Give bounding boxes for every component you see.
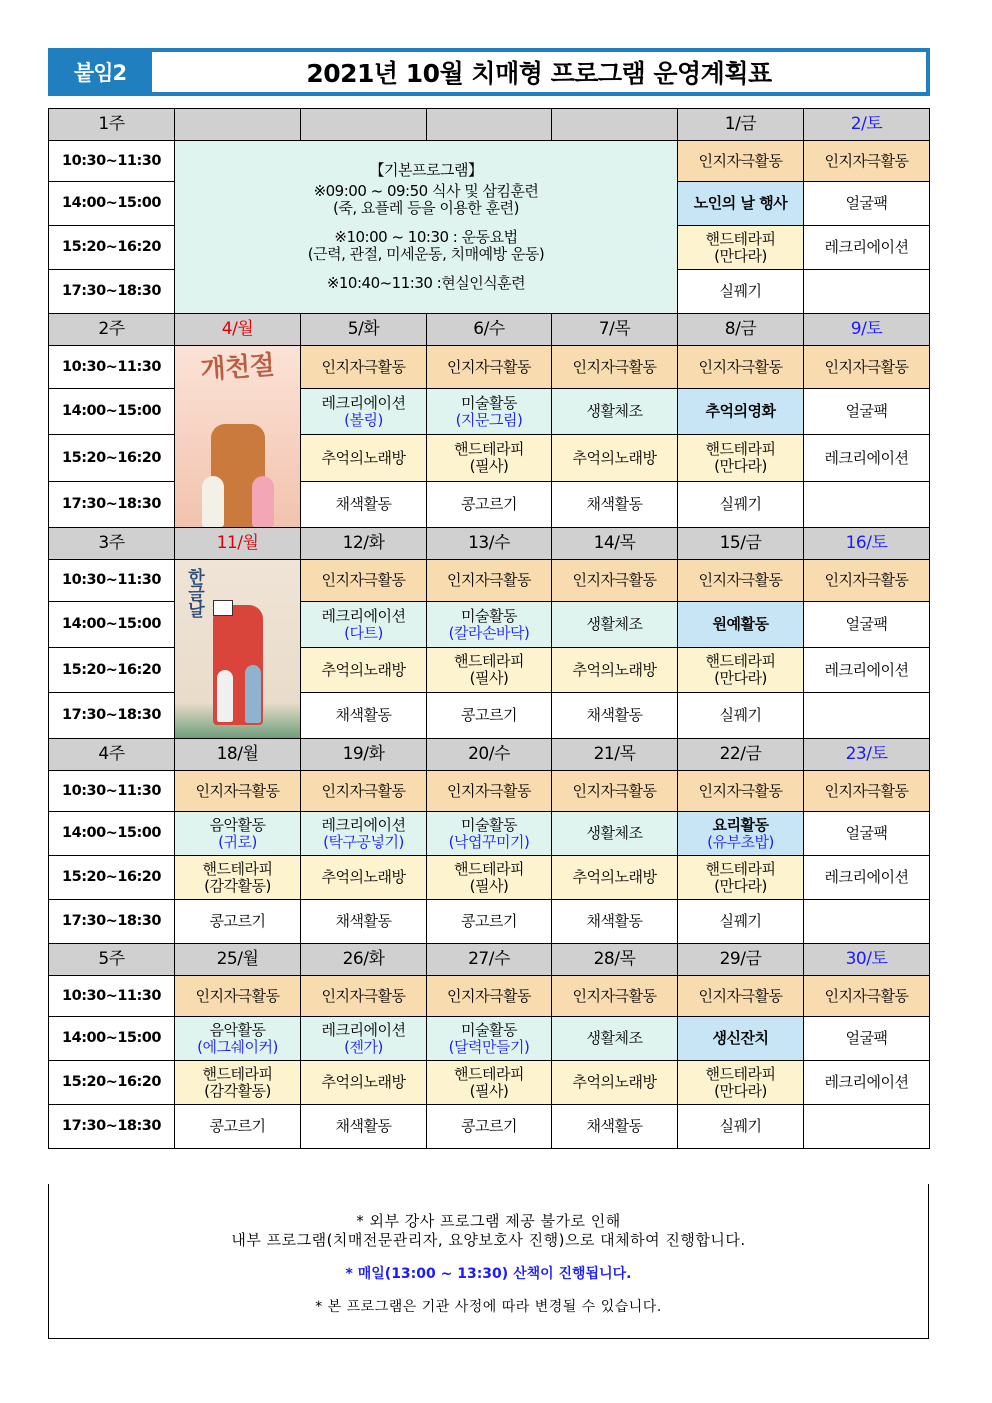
time-slot: 15:20~16:20 bbox=[49, 856, 175, 900]
activity-sub: (만다라) bbox=[714, 457, 767, 476]
day-header-empty bbox=[552, 109, 678, 141]
activity-cell: 인지자극활동 bbox=[301, 976, 427, 1017]
activity-cell-empty bbox=[804, 900, 930, 944]
activity-cell bbox=[427, 856, 552, 900]
activity-label: 미술활동 bbox=[461, 1020, 517, 1039]
activity-cell: 인지자극활동 bbox=[301, 771, 427, 812]
activity-cell: 인지자극활동 bbox=[301, 560, 427, 602]
table-row bbox=[49, 976, 930, 1017]
activity-cell bbox=[301, 389, 427, 435]
activity-cell: 레크리에이션 bbox=[804, 856, 930, 900]
activity-cell: 인지자극활동 bbox=[301, 346, 427, 389]
time-slot: 10:30~11:30 bbox=[49, 771, 175, 812]
attachment-badge: 붙임2 bbox=[73, 61, 127, 85]
child-figure-illustration bbox=[217, 670, 233, 722]
page-title: 2021년 10월 치매형 프로그램 운영계획표 bbox=[152, 52, 926, 92]
document-header bbox=[48, 48, 930, 96]
activity-sub: (감각활동) bbox=[204, 876, 271, 895]
activity-label: 핸드테라피 bbox=[705, 229, 776, 248]
day-header-empty bbox=[175, 109, 301, 141]
notes-line: 내부 프로그램(치매전문관리자, 요양보호사 진행)으로 대체하여 진행합니다. bbox=[231, 1231, 746, 1249]
activity-cell: 생활체조 bbox=[552, 1017, 678, 1061]
time-slot: 17:30~18:30 bbox=[49, 1105, 175, 1149]
time-slot: 10:30~11:30 bbox=[49, 560, 175, 602]
special-event-cell bbox=[678, 812, 804, 856]
activity-cell: 실꿰기 bbox=[678, 481, 804, 527]
activity-cell bbox=[427, 602, 552, 648]
activity-label: 레크리에이션 bbox=[321, 1020, 406, 1039]
child-figure-illustration bbox=[245, 665, 261, 723]
day-header-saturday: 16/토 bbox=[804, 528, 930, 560]
activity-cell: 인지자극활동 bbox=[678, 141, 804, 182]
activity-label: 레크리에이션 bbox=[321, 393, 406, 412]
day-header-saturday: 2/토 bbox=[804, 109, 930, 141]
activity-cell bbox=[427, 435, 552, 481]
activity-label: 핸드테라피 bbox=[454, 652, 524, 671]
activity-cell: 추억의노래방 bbox=[552, 435, 678, 481]
activity-sub: (젠가) bbox=[344, 1037, 383, 1056]
table-row bbox=[49, 1061, 930, 1105]
activity-cell bbox=[427, 389, 552, 435]
table-row bbox=[49, 141, 930, 182]
day-header: 19/화 bbox=[301, 739, 427, 771]
time-slot: 17:30~18:30 bbox=[49, 481, 175, 527]
activity-label: 미술활동 bbox=[461, 393, 517, 412]
activity-cell bbox=[678, 647, 804, 693]
activity-cell: 인지자극활동 bbox=[678, 560, 804, 602]
activity-cell: 인지자극활동 bbox=[552, 976, 678, 1017]
day-header-empty bbox=[301, 109, 427, 141]
day-header: 14/목 bbox=[552, 528, 678, 560]
day-header: 21/목 bbox=[552, 739, 678, 771]
activity-cell bbox=[175, 1017, 301, 1061]
activity-label: 핸드테라피 bbox=[202, 859, 273, 878]
activity-cell: 콩고르기 bbox=[427, 900, 552, 944]
activity-cell: 추억의노래방 bbox=[301, 647, 427, 693]
table-row bbox=[49, 812, 930, 856]
week-3-header-row bbox=[49, 528, 930, 560]
special-event-cell: 추억의영화 bbox=[678, 389, 804, 435]
special-event-cell: 생신잔치 bbox=[678, 1017, 804, 1061]
activity-sub: (만다라) bbox=[714, 669, 767, 688]
activity-cell-empty bbox=[804, 481, 930, 527]
time-slot: 17:30~18:30 bbox=[49, 693, 175, 739]
activity-cell: 콩고르기 bbox=[427, 1105, 552, 1149]
day-header: 29/금 bbox=[678, 944, 804, 976]
day-header-holiday: 11/월 bbox=[175, 528, 301, 560]
activity-cell: 실꿰기 bbox=[678, 900, 804, 944]
time-slot: 17:30~18:30 bbox=[49, 900, 175, 944]
activity-cell: 레크리에이션 bbox=[804, 1061, 930, 1105]
activity-cell: 콩고르기 bbox=[427, 693, 552, 739]
activity-cell: 얼굴팩 bbox=[804, 182, 930, 226]
activity-cell: 얼굴팩 bbox=[804, 1017, 930, 1061]
time-slot: 14:00~15:00 bbox=[49, 1017, 175, 1061]
activity-sub: (다트) bbox=[344, 623, 383, 642]
activity-cell-empty bbox=[804, 1105, 930, 1149]
activity-cell: 인지자극활동 bbox=[804, 771, 930, 812]
activity-cell: 인지자극활동 bbox=[427, 346, 552, 389]
activity-sub: (만다라) bbox=[714, 876, 767, 895]
week-label: 1주 bbox=[49, 109, 175, 141]
schedule-table bbox=[48, 108, 930, 1149]
activity-cell: 인지자극활동 bbox=[427, 976, 552, 1017]
activity-cell: 레크리에이션 bbox=[804, 647, 930, 693]
time-slot: 15:20~16:20 bbox=[49, 1061, 175, 1105]
activity-cell: 채색활동 bbox=[301, 900, 427, 944]
holiday-poster-hangeulnal bbox=[175, 560, 301, 739]
activity-label: 레크리에이션 bbox=[321, 606, 406, 625]
day-header: 27/수 bbox=[427, 944, 552, 976]
table-row bbox=[49, 771, 930, 812]
activity-cell bbox=[427, 1017, 552, 1061]
day-header-saturday: 30/토 bbox=[804, 944, 930, 976]
activity-label: 음악활동 bbox=[209, 815, 266, 834]
activity-cell bbox=[301, 602, 427, 648]
notes-daily-walk: * 매일(13:00 ~ 13:30) 산책이 진행됩니다. bbox=[345, 1266, 632, 1282]
day-header: 6/수 bbox=[427, 314, 552, 346]
day-header: 20/수 bbox=[427, 739, 552, 771]
table-row bbox=[49, 346, 930, 389]
activity-label: 핸드테라피 bbox=[705, 859, 776, 878]
activity-label: 미술활동 bbox=[461, 606, 517, 625]
activity-cell: 레크리에이션 bbox=[804, 226, 930, 270]
activity-label: 미술활동 bbox=[461, 815, 517, 834]
week-label: 5주 bbox=[49, 944, 175, 976]
activity-sub: (귀로) bbox=[218, 832, 257, 851]
activity-cell: 추억의노래방 bbox=[301, 1061, 427, 1105]
activity-cell: 인지자극활동 bbox=[552, 346, 678, 389]
activity-cell: 인지자극활동 bbox=[678, 771, 804, 812]
activity-cell: 인지자극활동 bbox=[427, 771, 552, 812]
activity-label: 핸드테라피 bbox=[454, 440, 524, 459]
day-header-holiday: 4/월 bbox=[175, 314, 301, 346]
activity-cell: 인지자극활동 bbox=[678, 976, 804, 1017]
activity-cell bbox=[678, 435, 804, 481]
activity-cell bbox=[301, 812, 427, 856]
table-row bbox=[49, 1017, 930, 1061]
activity-label: 요리활동 bbox=[712, 815, 769, 834]
activity-sub: (만다라) bbox=[714, 246, 767, 265]
activity-cell bbox=[427, 812, 552, 856]
activity-cell: 추억의노래방 bbox=[301, 856, 427, 900]
activity-cell: 생활체조 bbox=[552, 812, 678, 856]
activity-cell: 인지자극활동 bbox=[175, 976, 301, 1017]
notes-line: * 외부 강사 프로그램 제공 불가로 인해 bbox=[356, 1212, 621, 1230]
basic-program-item-time: ※10:00 ~ 10:30 : 운동요법 bbox=[334, 228, 518, 246]
day-header: 28/목 bbox=[552, 944, 678, 976]
activity-label: 음악활동 bbox=[209, 1020, 266, 1039]
basic-program-item bbox=[177, 229, 675, 263]
activity-cell: 인지자극활동 bbox=[804, 976, 930, 1017]
activity-label: 핸드테라피 bbox=[202, 1064, 273, 1083]
time-slot: 14:00~15:00 bbox=[49, 602, 175, 648]
notes-external-instructor bbox=[49, 1212, 928, 1250]
week-label: 3주 bbox=[49, 528, 175, 560]
activity-cell bbox=[678, 226, 804, 270]
basic-program-item-detail: (죽, 요플레 등을 이용한 훈련) bbox=[333, 199, 519, 217]
special-event-cell: 노인의 날 행사 bbox=[678, 182, 804, 226]
time-slot: 15:20~16:20 bbox=[49, 435, 175, 481]
day-header-saturday: 23/토 bbox=[804, 739, 930, 771]
week-4-header-row bbox=[49, 739, 930, 771]
basic-program-item-time: ※09:00 ~ 09:50 식사 및 삼킴훈련 bbox=[313, 182, 539, 200]
activity-sub: (필사) bbox=[469, 669, 509, 688]
activity-cell: 인지자극활동 bbox=[175, 771, 301, 812]
activity-sub: (만다라) bbox=[714, 1081, 767, 1100]
activity-sub: (낙엽꾸미기) bbox=[448, 832, 530, 851]
activity-cell: 인지자극활동 bbox=[427, 560, 552, 602]
basic-program-title: 【기본프로그램】 bbox=[369, 161, 483, 179]
basic-program-item bbox=[177, 183, 675, 217]
activity-cell: 인지자극활동 bbox=[804, 346, 930, 389]
activity-sub: (칼라손바닥) bbox=[448, 623, 530, 642]
special-event-cell: 원예활동 bbox=[678, 602, 804, 648]
time-slot: 15:20~16:20 bbox=[49, 226, 175, 270]
time-slot: 10:30~11:30 bbox=[49, 346, 175, 389]
basic-program-item-time: ※10:40~11:30 :현실인식훈련 bbox=[326, 274, 526, 292]
day-header: 5/화 bbox=[301, 314, 427, 346]
activity-cell bbox=[175, 1061, 301, 1105]
week-5-header-row bbox=[49, 944, 930, 976]
activity-label: 핸드테라피 bbox=[705, 1064, 776, 1083]
activity-cell: 추억의노래방 bbox=[301, 435, 427, 481]
week-1-header-row bbox=[49, 109, 930, 141]
activity-sub: (달력만들기) bbox=[448, 1037, 530, 1056]
activity-cell: 채색활동 bbox=[301, 481, 427, 527]
activity-cell: 채색활동 bbox=[552, 481, 678, 527]
activity-cell: 콩고르기 bbox=[175, 900, 301, 944]
table-row bbox=[49, 560, 930, 602]
activity-sub: (필사) bbox=[469, 876, 509, 895]
activity-cell: 레크리에이션 bbox=[804, 435, 930, 481]
activity-label: 핸드테라피 bbox=[454, 859, 524, 878]
day-header: 12/화 bbox=[301, 528, 427, 560]
activity-cell: 추억의노래방 bbox=[552, 1061, 678, 1105]
activity-cell: 추억의노래방 bbox=[552, 856, 678, 900]
table-row bbox=[49, 856, 930, 900]
activity-label: 레크리에이션 bbox=[321, 815, 406, 834]
activity-label: 핸드테라피 bbox=[705, 652, 776, 671]
time-slot: 15:20~16:20 bbox=[49, 647, 175, 693]
week-2-header-row bbox=[49, 314, 930, 346]
activity-sub: (지문그림) bbox=[455, 410, 523, 429]
activity-sub: (탁구공넣기) bbox=[323, 832, 404, 851]
notes-disclaimer: * 본 프로그램은 기관 사정에 따라 변경될 수 있습니다. bbox=[315, 1299, 662, 1315]
basic-program-block bbox=[175, 141, 678, 314]
activity-cell bbox=[678, 1061, 804, 1105]
basic-program-item-detail: (근력, 관절, 미세운동, 치매예방 운동) bbox=[307, 245, 545, 263]
child-figure-illustration bbox=[252, 476, 274, 527]
activity-cell: 채색활동 bbox=[301, 1105, 427, 1149]
activity-sub: (볼링) bbox=[344, 410, 383, 429]
time-slot: 17:30~18:30 bbox=[49, 270, 175, 314]
activity-label: 핸드테라피 bbox=[705, 440, 776, 459]
time-slot: 14:00~15:00 bbox=[49, 812, 175, 856]
activity-cell: 얼굴팩 bbox=[804, 812, 930, 856]
activity-cell bbox=[678, 856, 804, 900]
flag-icon bbox=[213, 600, 233, 616]
activity-cell: 인지자극활동 bbox=[552, 560, 678, 602]
activity-sub: (유부초밥) bbox=[707, 832, 774, 851]
activity-cell: 얼굴팩 bbox=[804, 602, 930, 648]
activity-cell: 실꿰기 bbox=[678, 693, 804, 739]
table-row bbox=[49, 900, 930, 944]
activity-sub: (필사) bbox=[469, 457, 509, 476]
child-figure-illustration bbox=[202, 476, 224, 527]
day-header: 15/금 bbox=[678, 528, 804, 560]
activity-label: 핸드테라피 bbox=[454, 1064, 524, 1083]
time-slot: 10:30~11:30 bbox=[49, 976, 175, 1017]
activity-cell: 실꿰기 bbox=[678, 270, 804, 314]
poster-title: 개천절 bbox=[199, 350, 276, 386]
time-slot: 14:00~15:00 bbox=[49, 182, 175, 226]
activity-cell bbox=[175, 812, 301, 856]
day-header-empty bbox=[427, 109, 552, 141]
activity-cell: 채색활동 bbox=[301, 693, 427, 739]
activity-cell-empty bbox=[804, 270, 930, 314]
activity-cell: 생활체조 bbox=[552, 389, 678, 435]
week-label: 4주 bbox=[49, 739, 175, 771]
day-header: 26/화 bbox=[301, 944, 427, 976]
activity-cell: 채색활동 bbox=[552, 693, 678, 739]
poster-title: 한글날 bbox=[184, 568, 204, 618]
day-header: 22/금 bbox=[678, 739, 804, 771]
activity-sub: (감각활동) bbox=[204, 1081, 271, 1100]
day-header-saturday: 9/토 bbox=[804, 314, 930, 346]
activity-cell: 콩고르기 bbox=[175, 1105, 301, 1149]
activity-cell: 채색활동 bbox=[552, 900, 678, 944]
activity-cell: 추억의노래방 bbox=[552, 647, 678, 693]
day-header: 1/금 bbox=[678, 109, 804, 141]
time-slot: 14:00~15:00 bbox=[49, 389, 175, 435]
activity-sub: (필사) bbox=[469, 1081, 509, 1100]
time-slot: 10:30~11:30 bbox=[49, 141, 175, 182]
activity-cell bbox=[175, 856, 301, 900]
activity-cell-empty bbox=[804, 693, 930, 739]
activity-cell: 실꿰기 bbox=[678, 1105, 804, 1149]
activity-cell bbox=[427, 1061, 552, 1105]
activity-cell: 인지자극활동 bbox=[804, 141, 930, 182]
table-row bbox=[49, 1105, 930, 1149]
activity-cell: 콩고르기 bbox=[427, 481, 552, 527]
activity-sub: (에그쉐이커) bbox=[197, 1037, 278, 1056]
day-header: 18/월 bbox=[175, 739, 301, 771]
activity-cell bbox=[301, 1017, 427, 1061]
activity-cell: 생활체조 bbox=[552, 602, 678, 648]
week-label: 2주 bbox=[49, 314, 175, 346]
holiday-poster-gaecheonjeol bbox=[175, 346, 301, 528]
day-header: 7/목 bbox=[552, 314, 678, 346]
activity-cell: 얼굴팩 bbox=[804, 389, 930, 435]
activity-cell: 인지자극활동 bbox=[678, 346, 804, 389]
notes-section bbox=[48, 1184, 929, 1339]
activity-cell: 채색활동 bbox=[552, 1105, 678, 1149]
activity-cell: 인지자극활동 bbox=[552, 771, 678, 812]
day-header: 13/수 bbox=[427, 528, 552, 560]
activity-cell: 인지자극활동 bbox=[804, 560, 930, 602]
day-header: 8/금 bbox=[678, 314, 804, 346]
day-header: 25/월 bbox=[175, 944, 301, 976]
activity-cell bbox=[427, 647, 552, 693]
